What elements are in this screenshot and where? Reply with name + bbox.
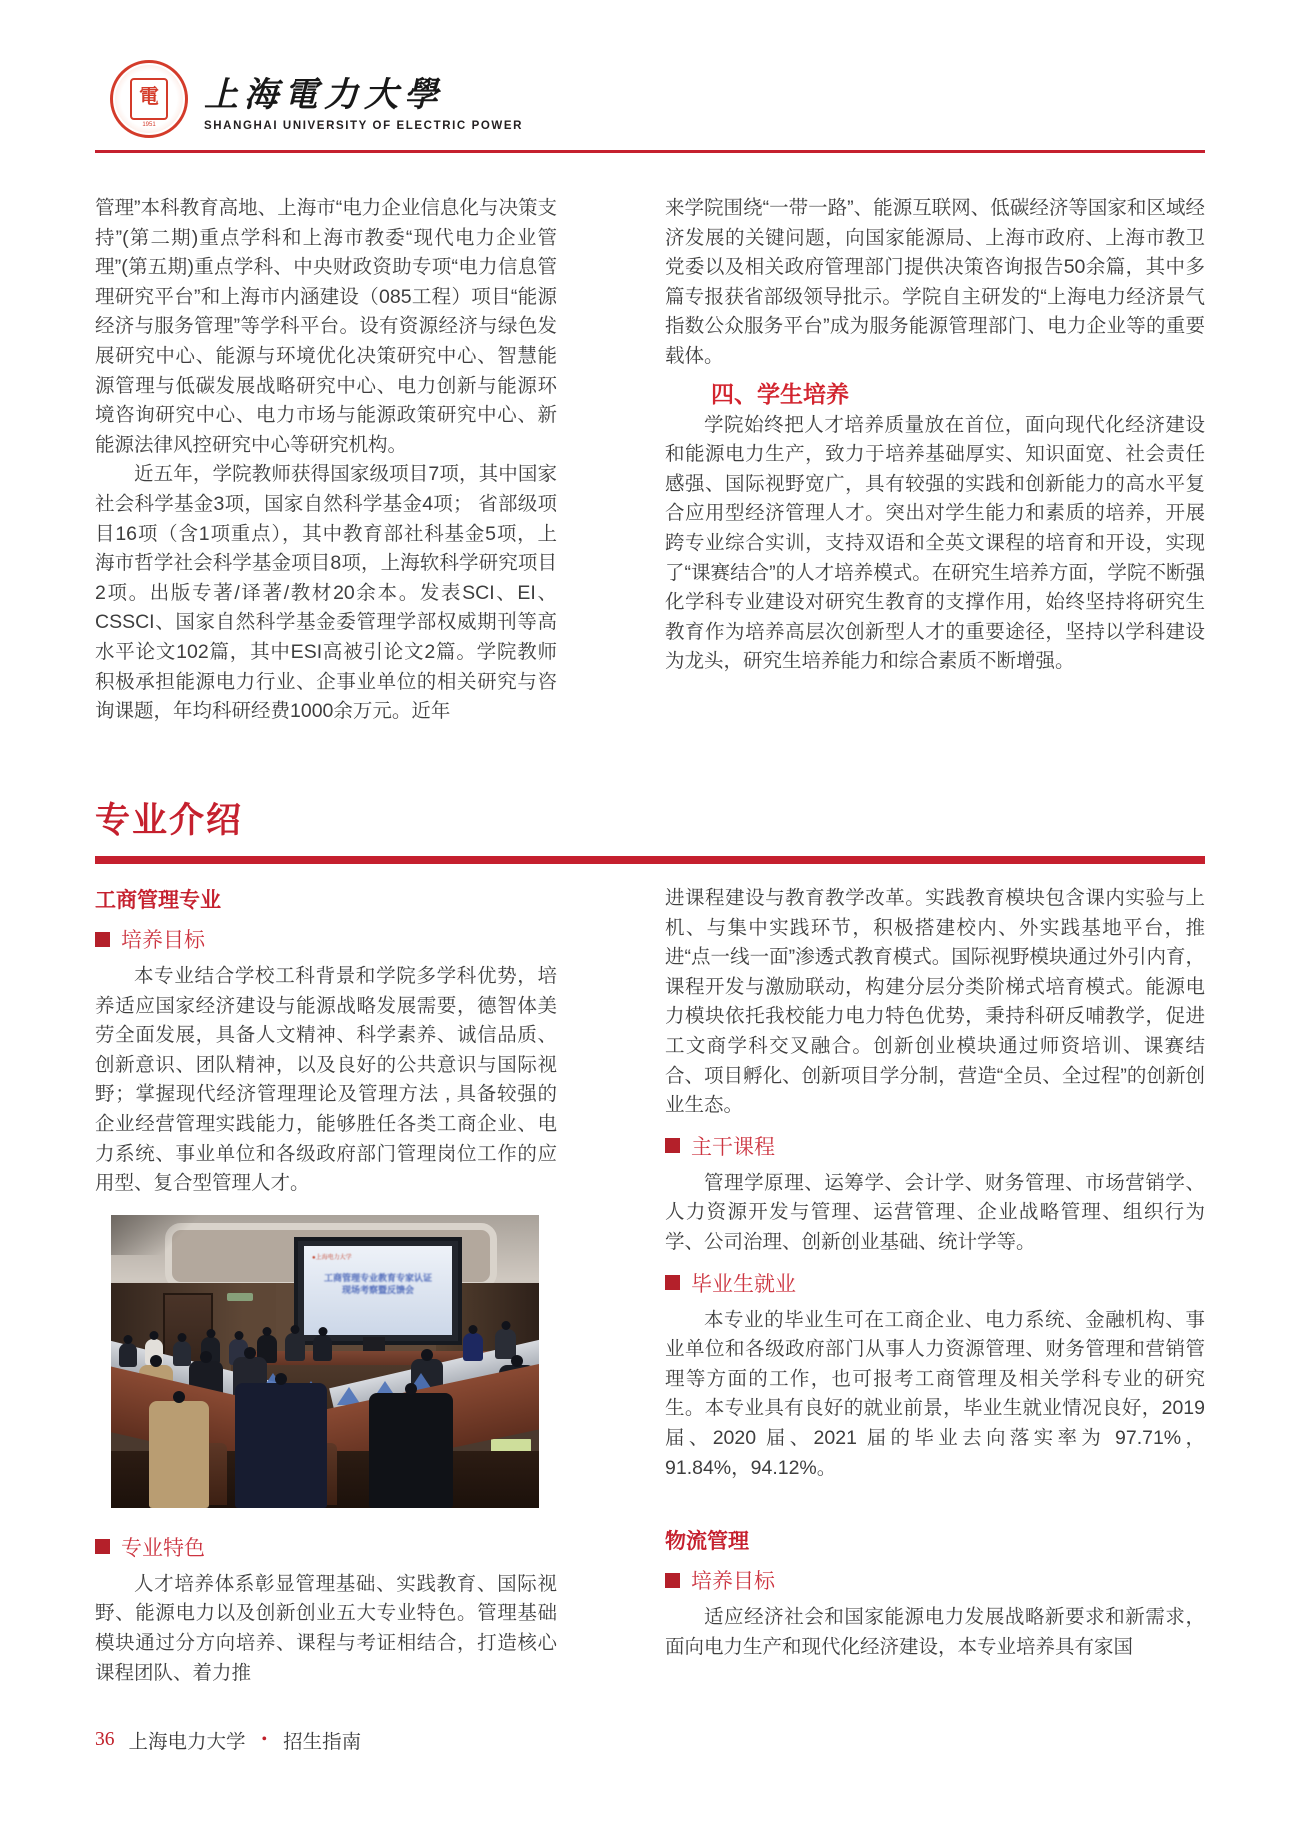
person-silhouette <box>313 1335 332 1361</box>
section-title: 专业介绍 <box>95 801 244 840</box>
spacer <box>665 1483 1205 1525</box>
slide-line2: 现场考察暨反馈会 <box>341 1284 414 1295</box>
major-name-logistics: 物流管理 <box>665 1530 749 1554</box>
university-seal-icon <box>110 60 188 138</box>
header-divider <box>95 150 1205 153</box>
photo-air-vent <box>227 1293 253 1301</box>
majors-section-header <box>95 793 1205 864</box>
intro-right-column <box>665 194 1205 727</box>
person-silhouette <box>285 1333 305 1361</box>
paragraph: 人才培养体系彰显管理基础、实践教育、国际视野、能源电力以及创新创业五大专业特色。管理基础模块通过分方向培养、课程与考证相结合，打造核心课程团队、着力推 <box>95 1572 557 1684</box>
paragraph: 管理”本科教育高地、上海市“电力企业信息化与决策支持”(第二期)重点学科和上海市教委“现代电力企业管理”(第五期)重点学科、中央财政资助专项“电力信息管理研究平台”和上海市内涵建设（085工程）项目“能源经济与服务管理”等学科平台。设有资源经济与绿色发展研究中心、能源与环境优化决策研究中心、智慧能源管理与低碳发展战略研究中心、电力创新与能源环境咨询研究中心、电力市场与能源政策研究中心、新能源法律风控研究中心等研究机构。 <box>95 197 557 456</box>
intro-left-column <box>95 194 557 727</box>
subheading-feature <box>95 1532 557 1562</box>
subheading-goal-logistics <box>665 1565 1205 1595</box>
subsection-heading-student-training: 四、学生培养 <box>711 381 849 407</box>
foreground-person-suit <box>235 1383 327 1508</box>
page-header <box>110 60 523 138</box>
footer-dot-icon: • <box>261 1731 268 1748</box>
university-name-cn: 上海電力大學 <box>204 76 444 114</box>
university-name-en: SHANGHAI UNIVERSITY OF ELECTRIC POWER <box>204 119 524 132</box>
seal-glyph: 電 <box>130 78 168 120</box>
slide-logo: ●上海电力大学 <box>312 1254 352 1261</box>
slide-line1: 工商管理专业教育专家认证 <box>323 1272 432 1283</box>
page-number: 36 <box>95 1729 115 1750</box>
foreground-person-suit <box>369 1393 453 1508</box>
subheading-goal <box>95 924 557 954</box>
majors-right-column <box>665 884 1205 1688</box>
subheading-label: 专业特色 <box>121 1536 205 1560</box>
person-silhouette <box>119 1343 137 1367</box>
square-bullet-icon <box>665 1138 680 1153</box>
section-title-rule <box>95 856 1205 864</box>
subheading-courses <box>665 1131 1205 1161</box>
photo-ceiling-shadow <box>111 1215 201 1255</box>
page-footer <box>95 1726 361 1754</box>
person-silhouette <box>495 1329 516 1359</box>
square-bullet-icon <box>665 1275 680 1290</box>
paragraph: 进课程建设与教育教学改革。实践教育模块包含课内实验与上机、与集中实践环节，积极搭建校内、外实践基地平台，推进“点一线一面”渗透式教育模式。国际视野模块通过外引内育，课程开发与激励联动，构建分层分类阶梯式培育模式。能源电力模块依托我校能力电力特色优势，秉持科研反哺教学，促进工文商学科交叉融合。创新创业模块通过师资培训、课赛结合、项目孵化、创新项目学分制，营造“全员、全过程”的创新创业生态。 <box>665 887 1205 1117</box>
paragraph: 管理学原理、运筹学、会计学、财务管理、市场营销学、人力资源开发与管理、运营管理、企业战略管理、组织行为学、公司治理、创新创业基础、统计学等。 <box>665 1171 1205 1253</box>
foreground-person-beige <box>149 1401 209 1508</box>
majors-left-column <box>95 884 557 1688</box>
person-silhouette <box>173 1341 191 1366</box>
subheading-label: 毕业生就业 <box>691 1272 796 1296</box>
square-bullet-icon <box>95 932 110 947</box>
square-bullet-icon <box>95 1539 110 1554</box>
paragraph: 本专业结合学校工科背景和学院多学科优势，培养适应国家经济建设与能源战略发展需要，德智体美劳全面发展，具备人文精神、科学素养、诚信品质、创新意识、团队精神，以及良好的公共意识与国际视野；掌握现代经济管理理论及管理方法 , 具备较强的企业经营管理实践能力，能够胜任各类工商企业、电力系统、事业单位和各级政府部门管理岗位工作的应用型、复合型管理人才。 <box>95 965 557 1195</box>
person-silhouette <box>463 1333 483 1361</box>
university-wordmark <box>204 67 523 132</box>
footer-guide-name: 招生指南 <box>283 1732 362 1753</box>
intro-columns <box>95 194 1205 727</box>
paragraph: 近五年，学院教师获得国家级项目7项，其中国家社会科学基金3项，国家自然科学基金4项； 省部级项目16项（含1项重点），其中教育部社科基金5项，上海市哲学社会科学基金项目8项，上海软科学研究项目2项。出版专著/译著/教材20余本。发表SCI、EI、CSSCI、国家自然科学基金委管理学部权威期刊等高水平论文102篇，其中ESI高被引论文2篇。学院教师积极承担能源电力行业、企事业单位的相关研究与咨询课题，年均科研经费1000余万元。近年 <box>95 463 557 723</box>
slide-title <box>304 1272 452 1296</box>
footer-school-name: 上海电力大学 <box>128 1732 246 1753</box>
subheading-label: 培养目标 <box>121 929 205 952</box>
paragraph: 本专业的毕业生可在工商企业、电力系统、金融机构、事业单位和各级政府部门从事人力资源管理、财务管理和营销管理等方面的工作，也可报考工商管理及相关学科专业的研究生。本专业具有良好的就业前景，毕业生就业情况良好，2019 届、2020 届、2021 届的毕业去向落实率为 97.71%，91.84%，94.12%。 <box>665 1308 1205 1479</box>
paragraph: 学院始终把人才培养质量放在首位，面向现代化经济建设和能源电力生产，致力于培养基础厚实、知识面宽、社会责任感强、国际视野宽广，具有较强的实践和创新能力的高水平复合应用型经济管理人才。突出对学生能力和素质的培养，开展跨专业综合实训，支持双语和全英文课程的培育和开设，实现了“课赛结合”的人才培养模式。在研究生培养方面，学院不断强化学科专业建设对研究生教育的支撑作用，始终坚持将研究生教育作为培养高层次创新型人才的重要途径，坚持以学科建设为龙头，研究生培养能力和综合素质不断增强。 <box>665 413 1205 673</box>
slide <box>304 1246 452 1335</box>
conference-photo <box>111 1215 539 1508</box>
major-name-business-admin: 工商管理专业 <box>95 889 221 912</box>
subheading-employment <box>665 1268 1205 1298</box>
subheading-label: 主干课程 <box>691 1135 775 1159</box>
subheading-label: 培养目标 <box>691 1570 775 1594</box>
seal-year: 1951 <box>142 122 156 128</box>
majors-columns <box>95 884 1205 1688</box>
paragraph: 来学院围绕“一带一路”、能源互联网、低碳经济等国家和区域经济发展的关键问题，向国家能源局、上海市政府、上海市教卫党委以及相关政府管理部门提供决策咨询报告50余篇，其中多篇专报获省部级领导批示。学院自主研发的“上海电力经济景气指数公众服务平台”成为服务能源管理部门、电力企业等的重要载体。 <box>665 197 1205 367</box>
square-bullet-icon <box>665 1573 680 1588</box>
paragraph: 适应经济社会和国家能源电力发展战略新要求和新需求，面向电力生产和现代化经济建设，本专业培养具有家国 <box>665 1606 1205 1658</box>
photo-podium <box>363 1337 385 1351</box>
